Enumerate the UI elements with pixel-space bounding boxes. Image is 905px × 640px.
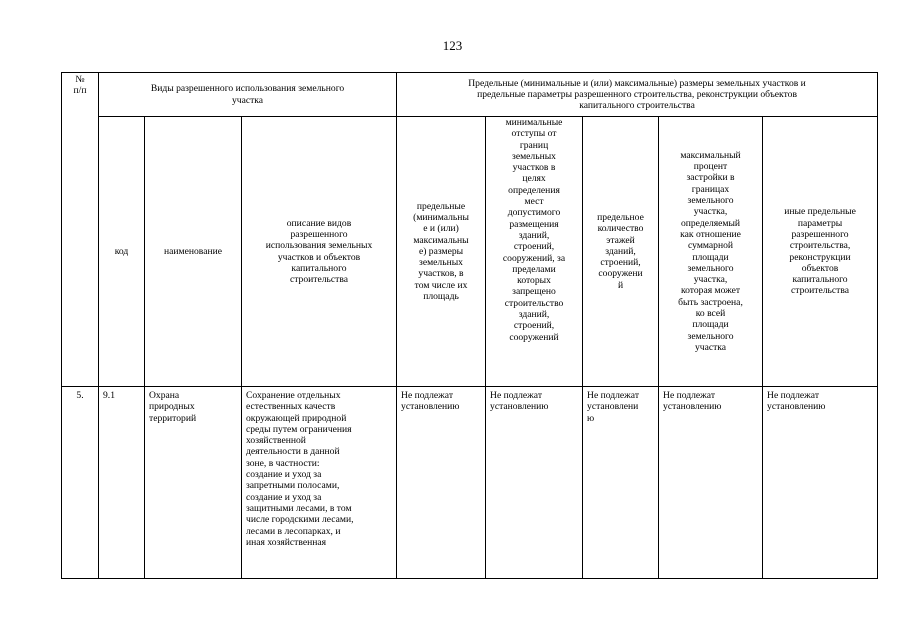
row-floors: Не подлежат установлени ю [583,387,659,579]
header-coverage: максимальный процент застройки в границах земельного участка, определяемый как отношение суммарной площади земельного участка, которая может быть застроена, ко всей площади земельного участка [659,117,763,387]
header-row-1 [62,73,878,117]
row-num: 5. [62,387,99,579]
header-limit-params: Предельные (минимальные и (или) максимальные) размеры земельных участков и предельные параметры разрешенного строительства, реконструкции объектов капитального строительства [397,73,878,117]
row-plot-sizes: Не подлежат установлению [397,387,486,579]
row-coverage: Не подлежат установлению [659,387,763,579]
row-name: Охрана природных территорий [145,387,242,579]
header-permitted-uses: Виды разрешенного использования земельного участка [99,73,397,117]
header-description: описание видов разрешенного использования земельных участков и объектов капитального строительства [242,117,397,387]
row-other-params: Не подлежат установлению [763,387,878,579]
header-other-params: иные предельные параметры разрешенного строительства, реконструкции объектов капитального строительства [763,117,878,387]
page-number: 123 [442,38,463,53]
header-setbacks: минимальные отступы от границ земельных участков в целях определения мест допустимого размещения зданий, строений, сооружений, за пределами которых запрещено строительство зданий, строений, сооружений [486,117,583,387]
header-name: наименование [145,117,242,387]
row-code: 9.1 [99,387,145,579]
header-code: код [99,117,145,387]
table-row [62,387,878,579]
header-plot-sizes: предельные (минимальны е и (или) максимальны е) размеры земельных участков, в том числе их площадь [397,117,486,387]
header-row-2 [62,117,878,387]
header-num: № п/п [62,73,99,387]
row-description: Сохранение отдельных естественных качеств окружающей природной среды путем ограничения хозяйственной деятельности в данной зоне, в частности: создание и уход за запретными полосами, создание и уход за защитными лесами, в том числе городскими лесами, лесами в лесопарках, и иная хозяйственная [242,387,397,579]
land-use-table [61,72,878,579]
row-setbacks: Не подлежат установлению [486,387,583,579]
header-floors: предельное количество этажей зданий, строений, сооружени й [583,117,659,387]
